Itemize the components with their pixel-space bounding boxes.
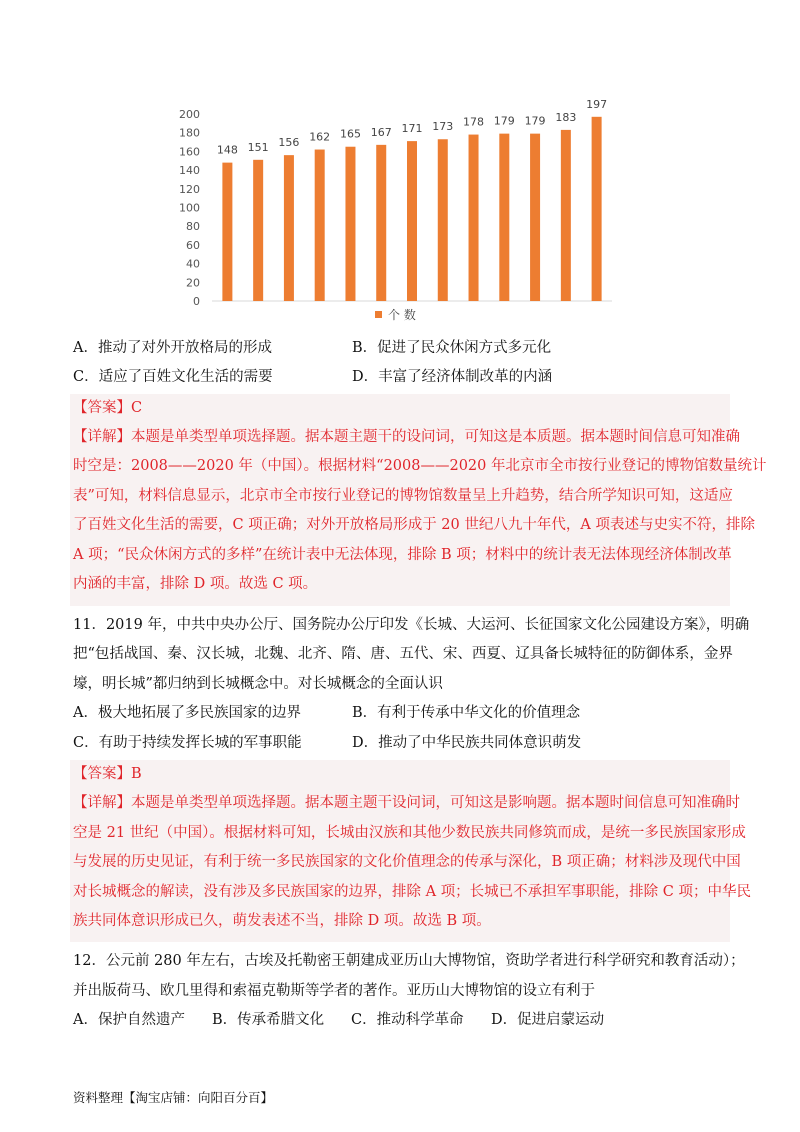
q11-option-d: D．推动了中华民族共同体意识萌发	[352, 735, 582, 751]
bar	[499, 134, 509, 301]
q10-option-d: D．丰富了经济体制改革的内涵	[352, 369, 553, 385]
bar-value-label: 171	[401, 122, 423, 136]
q10-option-a: A．推动了对外开放格局的形成	[73, 340, 272, 356]
bar-value-label: 151	[247, 140, 269, 154]
y-tick-label: 140	[179, 164, 200, 178]
bar-value-label: 183	[555, 110, 577, 124]
bar-value-label: 197	[586, 97, 608, 111]
q11-explain-line: 【详解】本题是单类型单项选择题。据本题主题干设问词，可知这是影响题。据本题时间信息可知准确时	[73, 795, 740, 811]
y-tick-label: 20	[186, 276, 200, 290]
y-tick-label: 160	[179, 145, 200, 159]
bar	[592, 117, 602, 301]
q11-stem-line: 11．2019 年，中共中央办公厅、国务院办公厅印发《长城、大运河、长征国家文化公园建设方案》，明确	[73, 617, 750, 633]
bar-value-label: 167	[370, 125, 392, 139]
q10-explain-line: 时空是：2008——2020 年（中国）。根据材料“2008——2020 年北京市全市按行业登记的博物馆数量统计	[73, 458, 767, 474]
q10-explain-line: 【详解】本题是单类型单项选择题。据本题主题干的设问词，可知这是本质题。据本题时间信息可知准确	[73, 429, 740, 445]
q11-explain-line: 空是 21 世纪（中国）。根据材料可知，长城由汉族和其他少数民族共同修筑而成，是统一多民族国家形成	[73, 825, 746, 841]
bar-value-label: 156	[278, 136, 300, 150]
q10-explain-line: A 项；“民众休闲方式的多样”在统计表中无法体现，排除 B 项；材料中的统计表无法体现经济体制改革	[73, 547, 732, 563]
q11-explain-line: 与发展的历史见证，有利于统一多民族国家的文化价值理念的传承与深化，B 项正确；材料涉及现代中国	[73, 854, 741, 870]
y-tick-label: 120	[179, 182, 200, 196]
q10-option-c: C．适应了百姓文化生活的需要	[73, 369, 273, 385]
q11-explain-line: 族共同体意识形成已久，萌发表述不当，排除 D 项。故选 B 项。	[73, 913, 491, 929]
q10-explain-line: 了百姓文化生活的需要，C 项正确；对外开放格局形成于 20 世纪八九十年代，A 项表述与史实不符，排除	[73, 517, 755, 533]
bar	[561, 130, 571, 301]
q12-stem-line: 并出版荷马、欧几里得和索福克勒斯等学者的著作。亚历山大博物馆的设立有利于	[73, 983, 595, 999]
bar	[376, 145, 386, 301]
bar	[222, 163, 232, 301]
q11-answer-box	[70, 760, 751, 942]
museum-count-bar-chart	[170, 92, 618, 332]
y-tick-label: 60	[186, 238, 200, 252]
q12-option-a: A．保护自然遗产	[73, 1012, 185, 1028]
bar-value-label: 148	[216, 143, 238, 157]
y-tick-label: 0	[193, 295, 200, 308]
legend-swatch	[375, 311, 382, 318]
q11-explain-line: 对长城概念的解读，没有涉及多民族国家的边界，排除 A 项；长城已不承担军事职能，排除 C 项；中华民	[73, 884, 751, 900]
q11-stem-line: 壕，明长城”都归纳到长城概念中。对长城概念的全面认识	[73, 676, 443, 692]
q10-option-b: B．促进了民众休闲方式多元化	[352, 340, 552, 356]
bar	[253, 160, 263, 301]
bar	[284, 155, 294, 301]
bar-chart-svg	[170, 92, 618, 332]
q12-option-c: C．推动科学革命	[351, 1012, 464, 1028]
bar-value-label: 162	[309, 130, 331, 144]
legend-label: 个 数	[388, 308, 416, 322]
bar	[469, 135, 479, 301]
bar-value-label: 179	[493, 114, 515, 128]
q10-answer: 【答案】C	[73, 400, 143, 416]
q11-option-b: B．有利于传承中华文化的价值理念	[352, 705, 581, 721]
y-tick-label: 200	[179, 108, 200, 121]
page-footer: 资料整理【淘宝店铺：向阳百分百】	[73, 1090, 274, 1105]
q12-option-b: B．传承希腊文化	[212, 1012, 325, 1028]
q10-answer-box	[70, 394, 767, 606]
q12-option-d: D．促进启蒙运动	[491, 1012, 605, 1028]
bar	[407, 141, 417, 301]
chart-legend	[375, 306, 416, 323]
q12-stem-line: 12．公元前 280 年左右，古埃及托勒密王朝建成亚历山大博物馆，资助学者进行科学研究和教育活动）；	[73, 953, 745, 969]
y-tick-label: 100	[179, 201, 200, 215]
q10-explain-line: 内涵的丰富，排除 D 项。故选 C 项。	[73, 576, 318, 592]
bar-value-label: 165	[339, 127, 361, 141]
q11-answer: 【答案】B	[73, 766, 142, 782]
bar	[530, 134, 540, 301]
bar-value-label: 178	[463, 115, 485, 129]
q10-explain-line: 表”可知，材料信息显示，北京市全市按行业登记的博物馆数量呈上升趋势，结合所学知识可知，这适应	[73, 488, 733, 504]
bar-value-label: 173	[432, 120, 454, 134]
y-tick-label: 180	[179, 126, 200, 140]
y-tick-label: 80	[186, 220, 200, 234]
y-tick-label: 40	[186, 257, 200, 271]
q11-stem-line: 把“包括战国、秦、汉长城，北魏、北齐、隋、唐、五代、宋、西夏、辽具备长城特征的防御体系，金界	[73, 646, 733, 662]
q11-option-a: A．极大地拓展了多民族国家的边界	[73, 705, 301, 721]
bar-value-label: 179	[524, 114, 546, 128]
bar	[345, 147, 355, 301]
bar	[315, 150, 325, 301]
bar	[438, 139, 448, 301]
q11-option-c: C．有助于持续发挥长城的军事职能	[73, 735, 302, 751]
